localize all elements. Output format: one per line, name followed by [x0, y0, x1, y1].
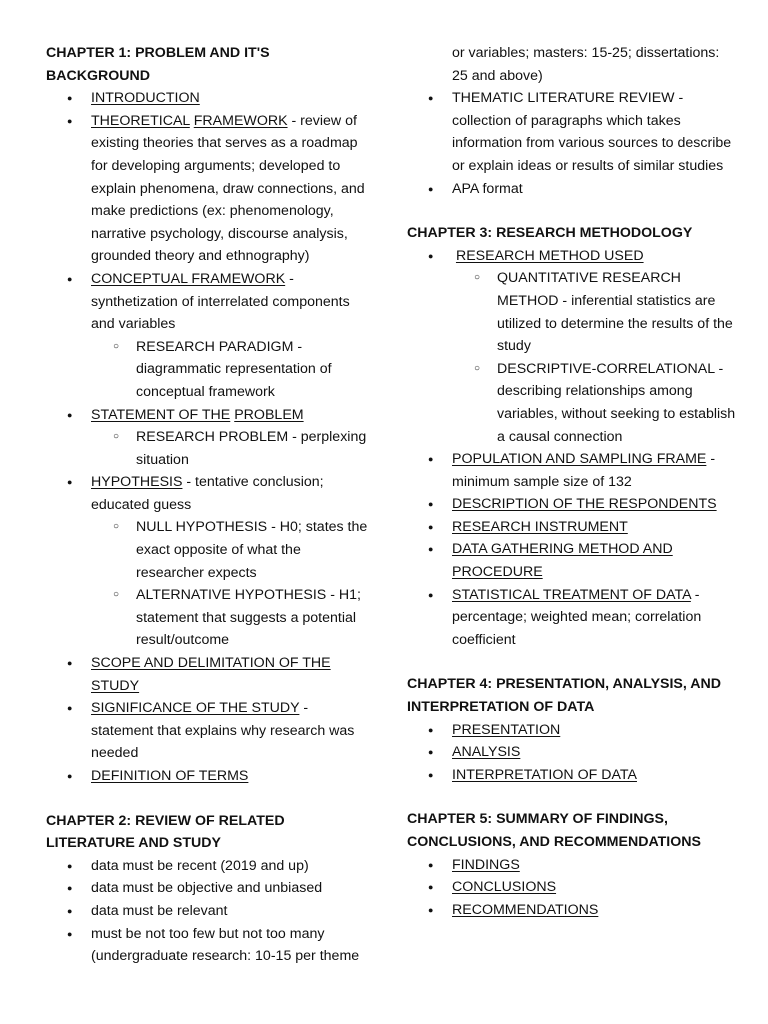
- list-item: [46, 471, 371, 652]
- analysis-label: ANALYSIS: [452, 744, 521, 761]
- statistical-description: - percentage; weighted mean; correlation coefficient: [452, 586, 702, 648]
- list-item: [407, 719, 737, 742]
- interpretation-label: INTERPRETATION OF DATA: [452, 766, 637, 783]
- list-item: ● APA format: [407, 178, 737, 201]
- chapter-4-heading: CHAPTER 4: PRESENTATION, ANALYSIS, AND INTERPRETATION OF DATA: [407, 676, 721, 716]
- respondents-label: DESCRIPTION OF THE RESPONDENTS: [452, 496, 717, 513]
- presentation-label: PRESENTATION: [452, 721, 561, 738]
- list-item: ● must be not too few but not too many (undergraduate research: 10-15 per theme: [46, 923, 371, 968]
- list-item: [46, 765, 371, 788]
- spacer: [407, 786, 737, 808]
- population-description: - minimum sample size of 132: [452, 451, 716, 490]
- list-item: [407, 245, 737, 448]
- framework-label: FRAMEWORK: [193, 112, 288, 129]
- population-label: POPULATION AND SAMPLING FRAME: [452, 451, 707, 468]
- hypothesis-label: HYPOTHESIS: [91, 474, 183, 491]
- sub-list-item: ○ ALTERNATIVE HYPOTHESIS - H1; statement that suggests a potential result/outcome: [91, 584, 371, 652]
- list-item: [46, 404, 371, 472]
- problem-label: PROBLEM: [234, 406, 304, 423]
- scope-label: SCOPE AND DELIMITATION OF THE STUDY: [91, 655, 331, 694]
- conceptual-framework-label: CONCEPTUAL FRAMEWORK: [91, 270, 286, 287]
- findings-label: FINDINGS: [452, 856, 520, 873]
- list-item: ● data must be objective and unbiased: [46, 877, 371, 900]
- spacer: [46, 788, 371, 810]
- sub-list-item: ○ RESEARCH PROBLEM - perplexing situation: [91, 426, 371, 471]
- list-continuation: or variables; masters: 15-25; dissertations: 25 and above): [452, 45, 720, 84]
- chapter-1-heading: CHAPTER 1: PROBLEM AND IT'S BACKGROUND: [46, 45, 270, 84]
- left-column: [46, 42, 371, 968]
- list-item: [407, 899, 737, 922]
- sub-list-item: ○ RESEARCH PARADIGM - diagrammatic representation of conceptual framework: [91, 336, 371, 404]
- list-item: [46, 697, 371, 765]
- chapter-3-heading: CHAPTER 3: RESEARCH METHODOLOGY: [407, 225, 693, 242]
- recommendations-label: RECOMMENDATIONS: [452, 901, 599, 918]
- sub-list: [91, 516, 371, 652]
- data-gathering-label: DATA GATHERING METHOD AND PROCEDURE: [452, 541, 673, 581]
- sub-list-item: ○ NULL HYPOTHESIS - H0; states the exact opposite of what the researcher expects: [91, 516, 371, 584]
- list-item: [407, 854, 737, 877]
- list-item: ● THEMATIC LITERATURE REVIEW - collection of paragraphs which takes information from various sources to describe or explain ideas or results of similar studies: [407, 87, 737, 177]
- chapter-2-heading: CHAPTER 2: REVIEW OF RELATED LITERATURE AND STUDY: [46, 812, 285, 852]
- sub-list: [91, 336, 371, 404]
- statistical-treatment-label: STATISTICAL TREATMENT OF DATA: [452, 586, 691, 603]
- list-item: [46, 87, 371, 110]
- research-method-label: RESEARCH METHOD USED: [455, 247, 644, 264]
- list-item: ● data must be relevant: [46, 900, 371, 923]
- list-item: [407, 516, 737, 539]
- theoretical-description: - review of existing theories that serves as a roadmap for developing arguments; developed to explain phenomena, draw connections, and make predictions (ex: phenomenology, narrative psychology, discourse analysis, grounded theory and ethnography): [91, 112, 365, 265]
- significance-description: - statement that explains why research was needed: [91, 700, 355, 762]
- right-column: [407, 42, 737, 921]
- chapter-2-list-continued: [407, 87, 737, 200]
- chapter-3-list: [407, 245, 737, 652]
- chapter-4-list: [407, 719, 737, 787]
- list-item: [407, 448, 737, 493]
- list-item: [407, 493, 737, 516]
- chapter-5-heading: CHAPTER 5: SUMMARY OF FINDINGS, CONCLUSIONS, AND RECOMMENDATIONS: [407, 811, 701, 850]
- list-item: [407, 538, 737, 583]
- list-item: [46, 110, 371, 268]
- list-item: [407, 764, 737, 787]
- conceptual-description: - synthetization of interrelated components and variables: [91, 270, 350, 333]
- definition-label: DEFINITION OF TERMS: [91, 768, 249, 784]
- statement-label: STATEMENT OF THE: [91, 406, 231, 423]
- spacer: [407, 200, 737, 222]
- theoretical-label: THEORETICAL: [91, 112, 190, 129]
- list-item: [407, 741, 737, 764]
- sub-list: [91, 426, 371, 471]
- list-item: ● data must be recent (2019 and up): [46, 855, 371, 878]
- introduction-label: INTRODUCTION: [91, 90, 200, 107]
- chapter-5-list: [407, 854, 737, 922]
- chapter-2-list: [46, 855, 371, 968]
- chapter-1-list: [46, 87, 371, 787]
- instrument-label: RESEARCH INSTRUMENT: [452, 518, 628, 535]
- sub-list-item: ○ QUANTITATIVE RESEARCH METHOD - inferential statistics are utilized to determine the results of the study: [452, 267, 737, 357]
- list-item: [46, 268, 371, 404]
- spacer: [407, 651, 737, 673]
- hypothesis-description: - tentative conclusion; educated guess: [91, 474, 324, 513]
- conclusions-label: CONCLUSIONS: [452, 879, 557, 896]
- list-item: [407, 584, 737, 652]
- sub-list: [452, 267, 737, 448]
- list-item: [46, 652, 371, 697]
- significance-label: SIGNIFICANCE OF THE STUDY: [91, 700, 300, 717]
- sub-list-item: ○ DESCRIPTIVE-CORRELATIONAL - describing relationships among variables, without seeking to establish a causal connection: [452, 358, 737, 448]
- list-item: [407, 876, 737, 899]
